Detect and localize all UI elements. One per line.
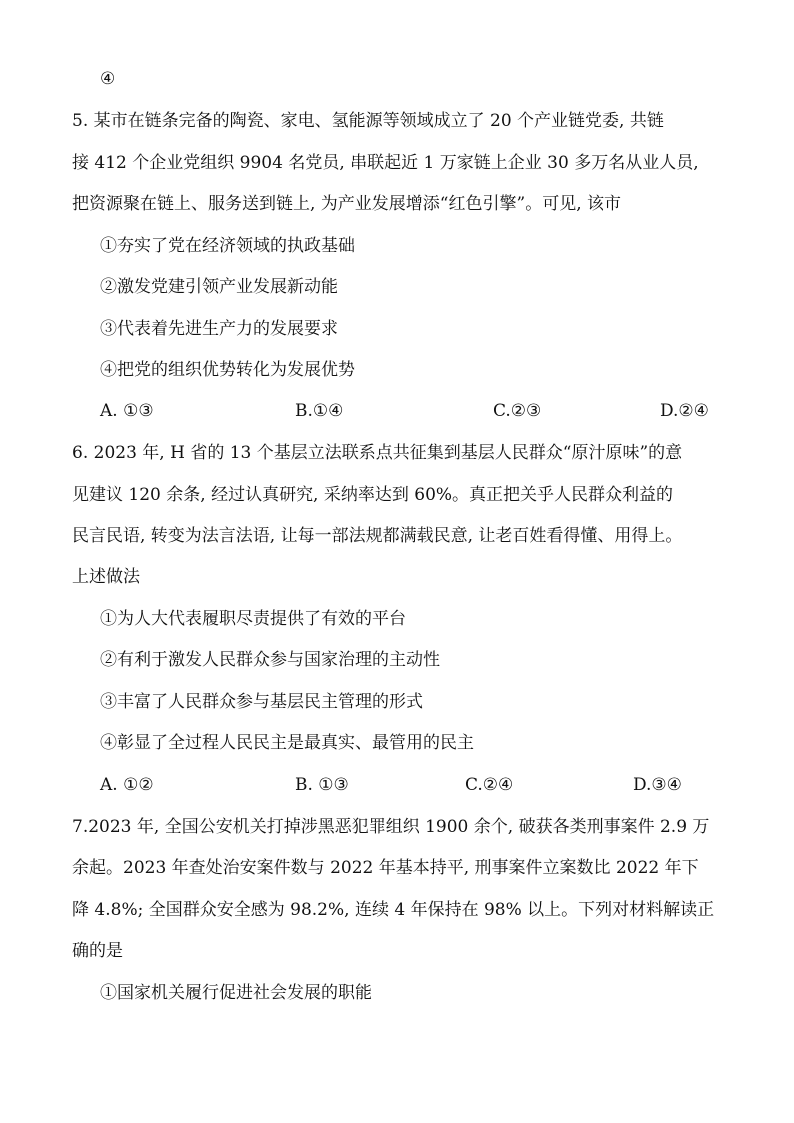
question-stem-line: 接 412 个企业党组织 9904 名党员, 串联起近 1 万家链上企业 30 多万名从业人员, (72, 153, 699, 173)
question-stem-line: 把资源聚在链上、服务送到链上, 为产业发展增添“红色引擎”。可见, 该市 (72, 194, 621, 214)
choice-a: A. ①③ (100, 401, 154, 421)
question-stem-line: 降 4.8%; 全国群众安全感为 98.2%, 连续 4 年保持在 98% 以上。下列对材料解读正 (72, 900, 715, 920)
choice-c: C.②④ (465, 775, 514, 795)
question-stem-line: 7.2023 年, 全国公安机关打掉涉黑恶犯罪组织 1900 余个, 破获各类刑事案件 2.9 万 (72, 817, 710, 837)
question-stem-line: 5. 某市在链条完备的陶瓷、家电、氢能源等领域成立了 20 个产业链党委, 共链 (72, 111, 664, 131)
choice-d: D.③④ (633, 775, 682, 795)
answer-choices (0, 400, 794, 422)
question-stem-line: 6. 2023 年, H 省的 13 个基层立法联系点共征集到基层人民群众“原汁原味”的意 (72, 443, 683, 463)
choice-c: C.②③ (493, 401, 542, 421)
statement-option: ①国家机关履行促进社会发展的职能 (100, 983, 372, 1003)
choice-b: B. ①③ (295, 775, 349, 795)
question-stem-line: 见建议 120 余条, 经过认真研究, 采纳率达到 60%。真正把关乎人民群众利益的 (72, 485, 674, 505)
question-stem-line: 民言民语, 转变为法言法语, 让每一部法规都满载民意, 让老百姓看得懂、用得上。 (72, 526, 683, 546)
choice-b: B.①④ (295, 401, 344, 421)
statement-option: ③丰富了人民群众参与基层民主管理的形式 (100, 692, 423, 712)
statement-option: ①为人大代表履职尽责提供了有效的平台 (100, 609, 406, 629)
answer-choices (0, 774, 794, 796)
choice-d: D.②④ (660, 401, 709, 421)
statement-option: ④把党的组织优势转化为发展优势 (100, 360, 355, 380)
statement-option: ②有利于激发人民群众参与国家治理的主动性 (100, 650, 440, 670)
choice-a: A. ①② (100, 775, 154, 795)
statement-option: ②激发党建引领产业发展新动能 (100, 277, 338, 297)
statement-option: ④彰显了全过程人民民主是最真实、最管用的民主 (100, 733, 474, 753)
statement-option: ③代表着先进生产力的发展要求 (100, 319, 338, 339)
question-stem-line: 上述做法 (72, 567, 140, 587)
previous-option-fragment: ④ (100, 69, 116, 89)
question-stem-line: 余起。2023 年查处治安案件数与 2022 年基本持平, 刑事案件立案数比 2022 年下 (72, 858, 699, 878)
statement-option: ①夯实了党在经济领域的执政基础 (100, 236, 355, 256)
question-stem-line: 确的是 (72, 941, 123, 961)
